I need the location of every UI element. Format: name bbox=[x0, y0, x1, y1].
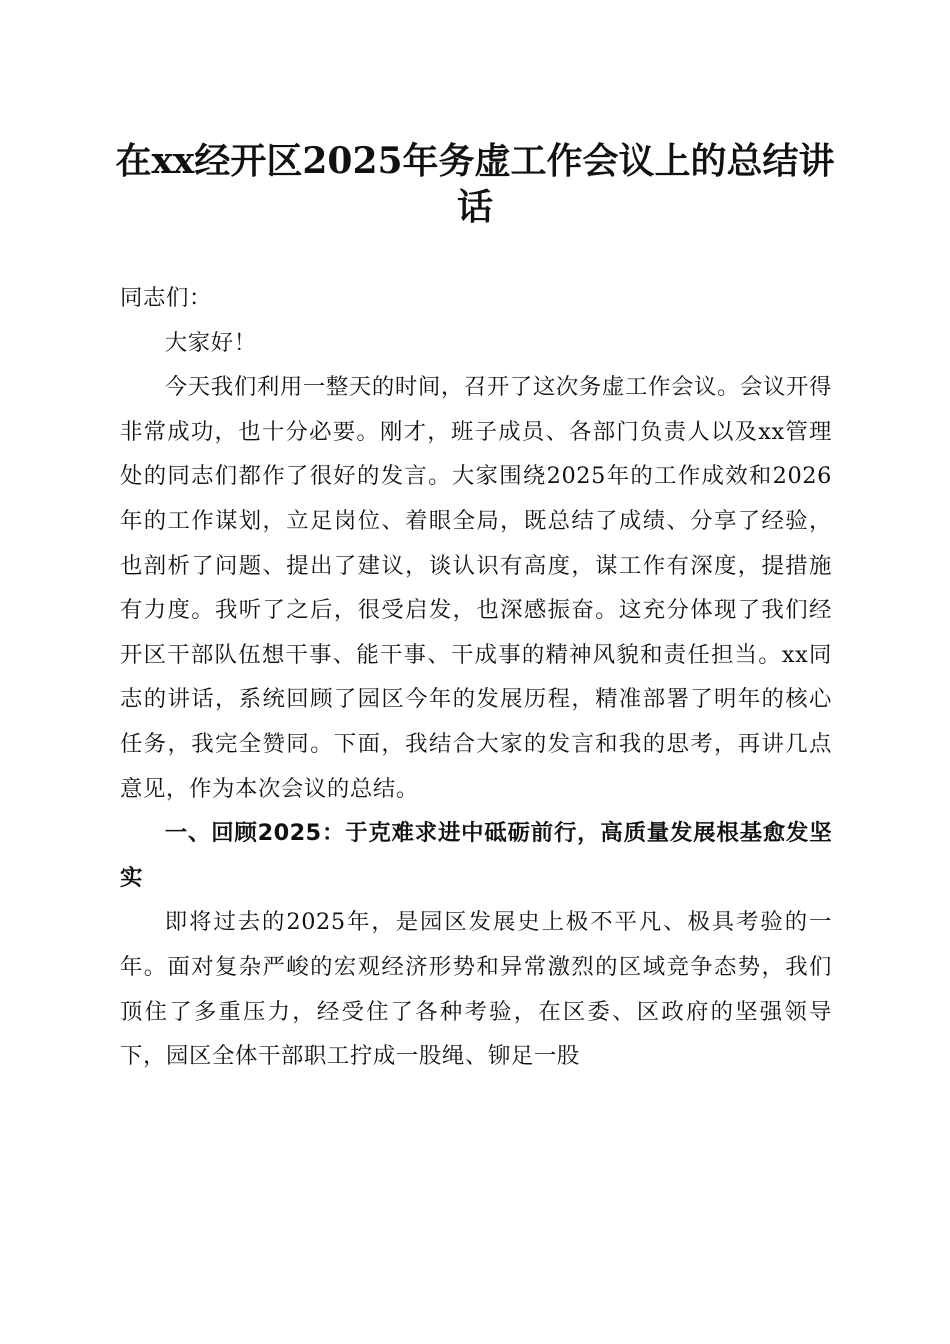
greeting-paragraph: 大家好！ bbox=[164, 329, 257, 356]
review-paragraph: 即将过去的2025年，是园区发展史上极不平凡、极具考验的一年。面对复杂严峻的宏观经济形势和异常激烈的区域竞争态势，我们顶住了多重压力，经受住了各种考验，在区委、区政府的坚强领导下，园区全体干部职工拧成一股绳、铆足一股 bbox=[120, 909, 832, 1070]
opening-paragraph: 今天我们利用一整天的时间，召开了这次务虚工作会议。会议开得非常成功，也十分必要。刚才，班子成员、各部门负责人以及xx管理处的同志们都作了很好的发言。大家围绕2025年的工作成效和2026年的工作谋划，立足岗位、着眼全局，既总结了成绩、分享了经验，也剖析了问题、提出了建议，谈认识有高度，谋工作有深度，提措施有力度。我听了之后，很受启发，也深感振奋。这充分体现了我们经开区干部队伍想干事、能干事、干成事的精神风貌和责任担当。xx同志的讲话，系统回顾了园区今年的发展历程，精准部署了明年的核心任务，我完全赞同。下面，我结合大家的发言和我的思考，再讲几点意见，作为本次会议的总结。 bbox=[120, 374, 832, 802]
salutation: 同志们： bbox=[120, 285, 212, 311]
document-body bbox=[120, 276, 832, 1079]
section-heading: 一、回顾2025：于克难求进中砥砺前行，高质量发展根基愈发坚实 bbox=[120, 820, 832, 891]
document-title: 在xx经开区2025年务虚工作会议上的总结讲话 bbox=[115, 140, 835, 228]
